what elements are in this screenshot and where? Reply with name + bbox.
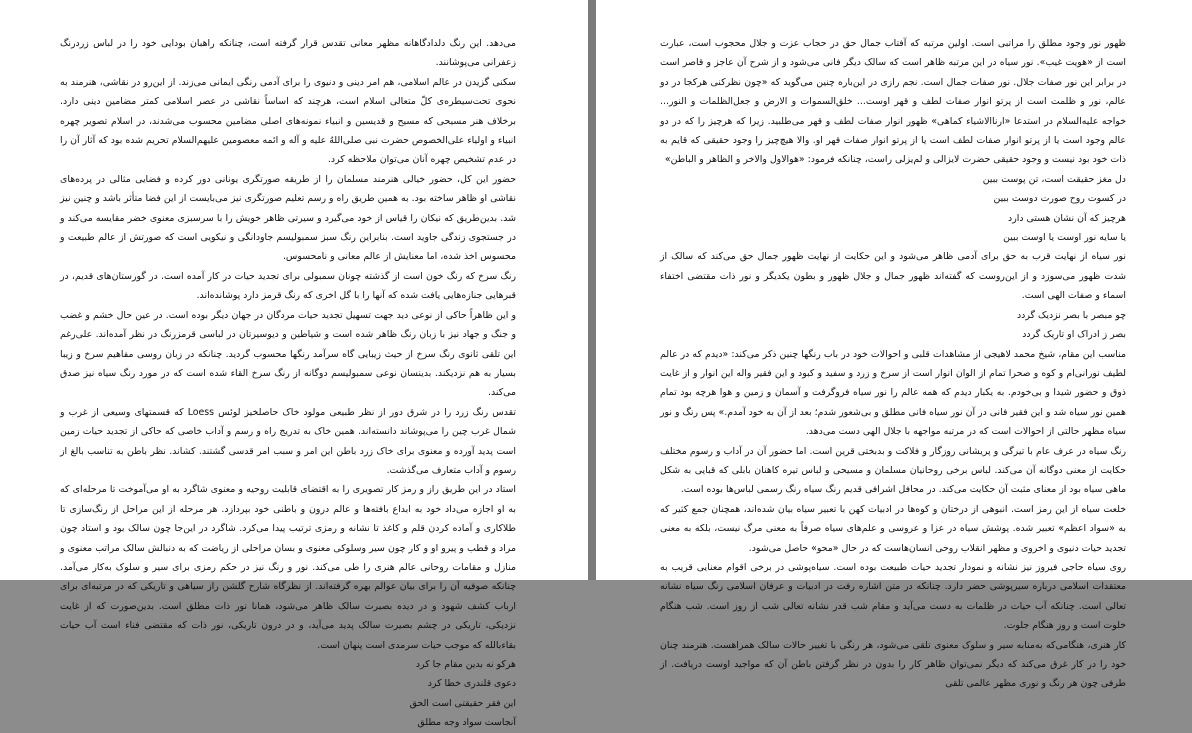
left-paragraph-2: سکنی گزیدن در عالم اسلامی، هم امر دینی و دنیوی را برای آدمی رنگی ایمانی می‌زند. از این‌رو در نقاشی، هنرمند به نحوی تحت‌سیطره‌ی کلّ متعالی اسلام است، هرچند که اساساً نقاشی در عصر اسلامی کمتر مضامین دینی دارد. برخلاف هنر مسیحی که مسیح و قدیسین و انبیاء نمونه‌های اصلی مضامین محسوب می‌شدند، در اسلام تصویر چهره انبیاء و اولیاء علی‌الخصوص حضرت نبی صلی‌اللهُ علیه و آله و ائمه معصومین علیهم‌السلام تحریم شده بود که آثار آن را در عدم تشخیص چهره آنان می‌توان ملاحظه کرد. (60, 76, 516, 166)
right-paragraph-5: خلعت سیاه از این رمز است. انبوهی از درختان و کوه‌ها در ادبیات کهن با تعبیر سیاه بیان شده‌اند، همچنان جمع کثیر که به «سواد اعظم» تعبیر شده. پوشش سیاه در عزا و عروسی و علم‌های سیاه صرفاً به معنی مرگ نیست، بلکه به معنی تجدید حیات دنیوی و اخروی و مظهر انقلاب روحی انسان‌هاست که در حال «محو» حاصل می‌شود. (660, 503, 1126, 554)
right-verse-1: دل مغز حقیقت است، تن پوست ببین (982, 173, 1126, 185)
left-paragraph-3: حضور این کل، حضور خیالی هنرمند مسلمان را از طریقه صورتگری یونانی دور کرده و فضایی مثالی در پرده‌های نقاشی او ظاهر ساخته بود. به همین طریق راه و رسم تعلیم صورتگری نیز می‌بایست از این فضا متأثر باشد و چنین نیز شد. بدین‌طریق که نیکان را قیاس از خود می‌گیرد و سیرتی ظاهر خویش را با سرسبزی معنوی خضر مقایسه می‌کند و در جستجوی زندگی جاوید است. بنابراین رنگ سبز سمبولیسم جاودانگی و نیکویی است که صورتش از عالم طبیعت و محسوس اخذ شده، اما معنایش از عالم معانی و نامحسوس. (60, 173, 516, 263)
left-paragraph-4: رنگ سرخ که رنگ خون است از گذشته چونان سمبولی برای تجدید حیات در کار آمده است. در گورستان‌های قدیم، در قبرهایی جنازه‌هایی یافت شده که آنها را با گل اخری که رنگ قرمز دارد پوشانده‌اند. (60, 270, 516, 302)
right-paragraph-2: نور سیاه از نهایت قرب به حق برای آدمی ظاهر می‌شود و این حکایت از نهایت ظهور جمال حق می‌کند که سالک از شدت ظهور می‌سوزد و از این‌روست که گفته‌اند ظهور جمال و جلال ظهور و بطون یکدیگر و نور ذات مقتضی اختفاء اسماء و صفات الهی است. (660, 251, 1126, 302)
left-paragraph-6: تقدس رنگ زرد را در شرق دور از نظر طبیعی مولود خاک حاصلخیز لوئس Loess که قسمتهای وسیعی از غرب و شمال غرب چین را می‌پوشاند دانسته‌اند. همین خاک به تدریج راه و رسم و آداب خاصی که حاکی از تجدید حیات زمین است پدید آورده و معنوی برای خاک زرد باطن این امر و سبب امر قدسی گشتند. کشاند. نظر باطن به تناسب بالغ از رسوم و آداب متعارف می‌گذشت. (60, 406, 516, 476)
right-paragraph-4: رنگ سیاه در عرف عام با تیرگی و پریشانی روزگار و فلاکت و بدبختی قرین است. اما حضور آن در آداب و رسوم مختلف حکایت از معنی دوگانه آن می‌کند. لباس برخی روحانیان مسلمان و مسیحی و لباس تیره کاهنان بابلی که قبایی به شکل ماهی سیاه بود از معنای مثبت آن حکایت می‌کند. در محافل اشرافی قدیم رنگ سیاه رنگ رسمی لباس‌ها بوده است. (660, 445, 1126, 496)
right-verse-6: بصر ز ادراک او تاریک گردد (1022, 329, 1126, 341)
right-verse-3: هرچیز که آن نشان هستی دارد (1008, 212, 1126, 224)
left-paragraph-7: استاد در این طریق راز و رمز کار تصویری را به اقتضای قابلیت روحیه و معنوی شاگرد به او می‌آموخت تا مرحله‌ای که به او اجازه می‌داد خود به ابداع بافته‌ها و عالم درون و باطنی خود بپردازد. هر مرحله از این مراحل از رنگ‌سازی تا طلاکاری و آماده کردن قلم و کاغذ تا نشانه و رمزی ترتیب پیدا می‌کرد. شاگرد در این‌جا چون سالک بود و استاد چون مراد و قطب و پیرو او و کار چون سیر وسلوکی معنوی و بسان مراحلی از ریاضت که به دنبالش سالک مراتب معنوی و منازل و مقامات روحانی عالم هنری را طی می‌کند. نور و رنگ نیز در حکم رمزی برای سیر و سلوک به‌کار می‌آمد. چنانکه صوفیه آن را برای بیان عوالم بهره گرفته‌اند. از نظرگاه شارح گلشن راز سیاهی و تاریکی که در مرتبه‌ای برای ارباب کشف شهود و در دیده بصیرت سالک ظاهر می‌شود، همانا نور ذات مطلق است. بدین‌صورت که از غایت نزدیکی، تاریکی در چشم بصیرت سالک پدید می‌آید، و در درون تاریکی، نور ذات که مقتضی فناء است آب حیات بقاءبالله که موجب حیات سرمدی است پنهان است. (60, 484, 516, 651)
right-verse-4: یا سایه نور اوست یا اوست ببین (1003, 232, 1126, 244)
left-page (0, 0, 588, 729)
right-paragraph-1: ظهور نور وجود مطلق را مراتبی است. اولین مرتبه که آفتاب جمال حق در حجاب عزت و جلال محجوب است، عبارت است از «هویت غیب». نور سیاه در این مرتبه ظاهر است که سالک دیگر فانی می‌شود و از شرح آن عاجز و قاصر است در برابر این نور صفات جلال. نور صفات جمال است. نجم رازی در این‌باره چنین می‌گوید که «چون نظرکنی هرکجا در دو عالم، نور و ظلمت است از پرتو انوار صفات لطف و قهر اوست... خلق‌السموات و الارض و جعل‌الظلمات و النور... خواجه علیه‌السلام در استدعا «ارناالاشیاء کماهی» ظهور انوار صفات لطف و قهر می‌طلبید. زیرا که هرچیز را که در دو عالم وجود است یا از پرتو انوار صفات لطف است یا از پرتو انوار صفات قهر او. والا هیچ‌چیز را وجود حقیقی که قایم به ذات خود بود نیست و وجود حقیقی حضرت لایزالی و لم‌یزلی راست، چنانکه فرمود: «هوالاول والاخر و الظاهر و الباطن» (660, 38, 1126, 166)
left-paragraph-1: می‌دهد. این رنگ دلدادگاهانه مظهر معانی تقدس قرار گرفته است، چنانکه راهبان بودایی خود را در لباس زردرنگ زعفرانی می‌پوشانند. (60, 38, 516, 69)
left-verse-1: هرکو نه بدین مقام جا کرد (415, 659, 516, 670)
right-verse-5: چو مبصر با بصر نزدیک گردد (1016, 309, 1126, 321)
right-paragraph-7: کار هنری، هنگامی‌که به‌منابه سیر و سلوک معنوی تلقی می‌شود، هر رنگی با تغییر حالات سالک همراهست. هنرمند چنان خود را در کار غرق می‌کند که دیگر نمی‌توان ظاهر کار را بدون در نظر گرفتن باطن آن که مواجید اوست دریافت. از طرفی چون هر رنگ و نوری مظهر عالمی تلقی (660, 639, 1126, 690)
page-gutter (588, 0, 596, 580)
left-verse-3: این فقر حقیقتی است الحق (409, 697, 516, 709)
right-paragraph-6: روی سیاه حاجی فیروز نیز نشانه و نمودار تجدید حیات طبیعت بوده است. سیاه‌پوشی در برخی اقوام معنایی قریب به معتقدات اسلامی درباره سیرپوشی حضر دارد. چنانکه در متن اشاره رفت در ادبیات و عرفان اسلامی رنگ سیاه نشانه تعالی است. چنانکه آب حیات در ظلمات به دست می‌آید و مقام شب قدر نشانه تعالی شب از روز است. شب هنگام خلوت است و روز هنگام جلوت. (660, 561, 1126, 632)
left-verse-2: دعوی قلندری خطا کرد (427, 678, 516, 690)
left-paragraph-5: و این ظاهراً حاکی از نوعی دید جهت تسهیل تجدید حیات مردگان در جهان دیگر بوده است. در عین حال خشم و غضب و جنگ و جهاد نیز با زبان رنگ ظاهر شده است و شیاطین و دیوسیرتان در لباسی قرمزرنگ در نظر آمده‌اند. علی‌رغم این تلقی ثانوی رنگ سرخ از حیث زیبایی گاه سرآمد رنگها محسوب گردید. چنانکه در زبان روسی مفاهیم سرخ و زیبا بسیار به هم نزدیکند. بدینسان نوعی سمبولیسم دوگانه از رنگ سرخ القاء شده است که در مورد رنگ سیاه نیز صدق می‌کند. (60, 309, 516, 399)
right-verse-2: در کسوت روح صورت دوست ببین (993, 193, 1126, 205)
right-paragraph-3: مناسب این مقام، شیخ محمد لاهیجی از مشاهدات قلبی و احوالات خود در باب رنگها چنین ذکر می‌کند: «دیدم که در عالم لطیف نورانی‌ام و کوه و صحرا تمام از الوان انوار است از سرخ و زرد و سفید و کبود و این فقیر واله این انوار و از غایت ذوق و حضور شیدا و بی‌خودم. به یکبار دیدم که همه عالم را نور سیاه فروگرفت و آسمان و زمین و هوا هرچه بود تمام همین نور سیاه شد و این فقیر فانی در آن نور سیاه فانی مطلق و بی‌شعور شدم؛ بعد از آن به خود آمدم.» پس رنگ و نور سیاه مظهر حالتی از احوالات است که در مرتبه مواجهه با جلال الهی دست می‌دهد. (660, 348, 1126, 438)
left-verse-4: آنجاست سواد وجه مطلق (417, 717, 516, 729)
right-page (596, 0, 1192, 690)
